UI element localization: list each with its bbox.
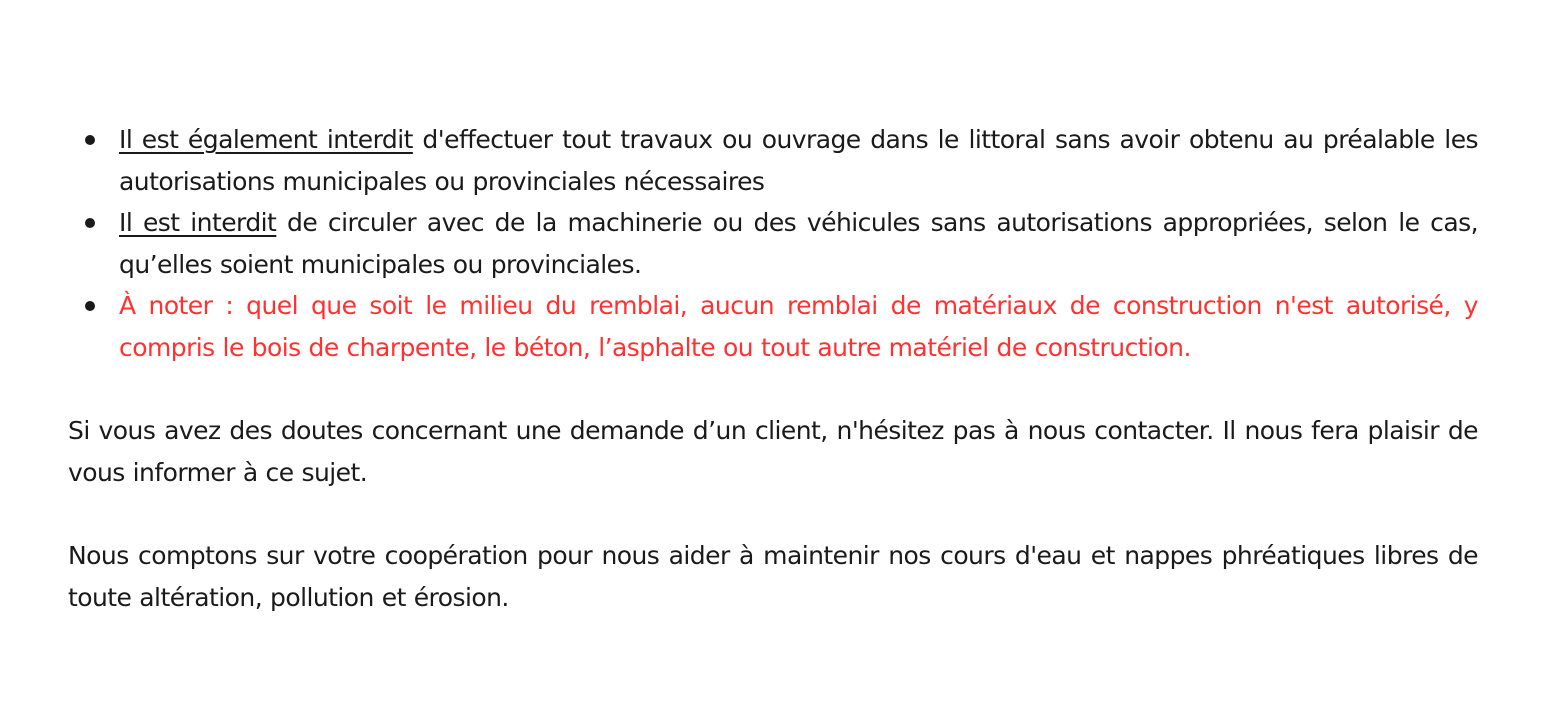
bullet-icon: [85, 301, 95, 311]
bullet-icon: [85, 218, 95, 228]
list-item: [119, 119, 1478, 202]
list-item-text: de circuler avec de la machinerie ou des véhicules sans autorisations appropriées, selon le cas, qu’elles soient municipales ou provinciales.: [119, 208, 1478, 279]
bullet-icon: [85, 135, 95, 145]
list-item-text: d'effectuer tout travaux ou ouvrage dans le littoral sans avoir obtenu au préalable les autorisations municipales ou provinciales nécessaires: [119, 125, 1479, 196]
contact-paragraph: Si vous avez des doutes concernant une demande d’un client, n'hésitez pas à nous contacter. Il nous fera plaisir de vous informer à ce sujet.: [68, 416, 1478, 487]
cooperation-paragraph: Nous comptons sur votre coopération pour nous aider à maintenir nos cours d'eau et nappes phréatiques libres de toute altération, pollution et érosion.: [68, 541, 1478, 612]
rules-list: [68, 119, 1478, 368]
warning-list-item: [119, 285, 1478, 368]
document-body: [68, 119, 1478, 618]
warning-text: À noter : quel que soit le milieu du remblai, aucun remblai de matériaux de construction n'est autorisé, y compris le bois de charpente, le béton, l’asphalte ou tout autre matériel de construction.: [119, 291, 1478, 362]
list-item: [119, 202, 1478, 285]
underlined-emphasis: Il est également interdit: [119, 125, 413, 154]
underlined-emphasis: Il est interdit: [119, 208, 277, 237]
